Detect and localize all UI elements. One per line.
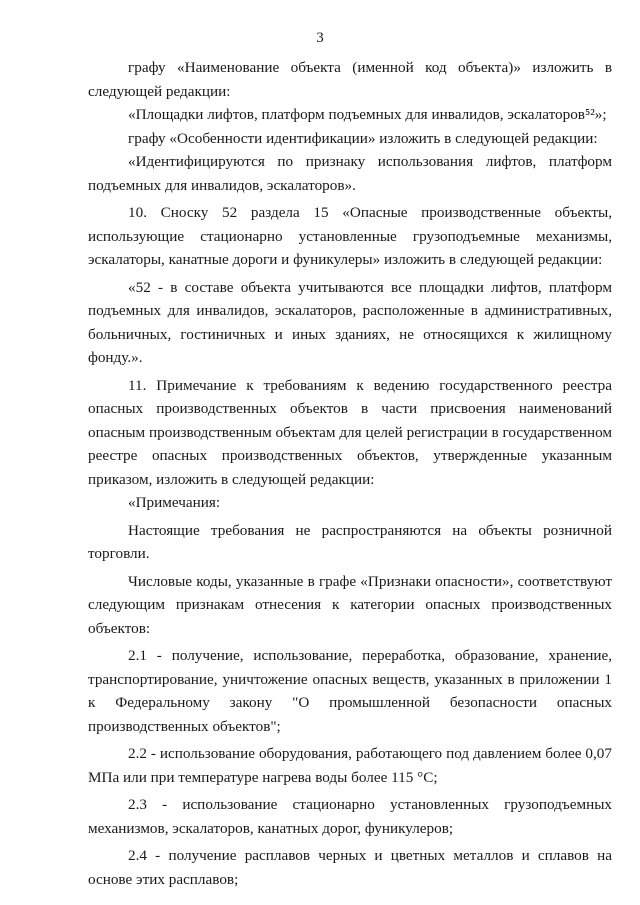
paragraph: 2.4 - получение расплавов черных и цветных металлов и сплавов на основе этих расплавов; xyxy=(88,847,612,888)
page-number: 3 xyxy=(316,30,324,46)
paragraph: 10. Сноску 52 раздела 15 «Опасные производственные объекты, использующие стационарно установленные грузоподъемные механизмы, эскалаторы, канатные дороги и фуникулеры» изложить в следующей редакции: xyxy=(88,204,612,268)
paragraph: «52 - в составе объекта учитываются все площадки лифтов, платформ подъемных для инвалидов, эскалаторов, расположенные в административных, больничных, гостиничных и иных зданиях, не относящихся к жилищному фонду.». xyxy=(88,278,612,366)
paragraph: 2.3 - использование стационарно установленных грузоподъемных механизмов, эскалаторов, канатных дорог, фуникулеров; xyxy=(88,796,612,837)
paragraph: «Примечания: xyxy=(128,494,221,511)
paragraph: 2.2 - использование оборудования, работающего под давлением более 0,07 МПа или при температуре нагрева воды более 115 °С; xyxy=(88,745,612,786)
paragraph: графу «Особенности идентификации» изложить в следующей редакции: xyxy=(128,129,598,147)
paragraph: «Идентифицируются по признаку использования лифтов, платформ подъемных для инвалидов, эскалаторов». xyxy=(88,153,612,194)
paragraph: Настоящие требования не распространяются на объекты розничной торговли. xyxy=(88,521,612,562)
paragraph: 2.1 - получение, использование, переработка, образование, хранение, транспортирование, уничтожение опасных веществ, указанных в приложении 1 к Федеральному закону "О промышленной безопасности опасных производственных объектов"; xyxy=(88,647,612,735)
paragraph: «Площадки лифтов, платформ подъемных для инвалидов, эскалаторов⁵²»; xyxy=(128,106,607,123)
document-body xyxy=(88,56,612,891)
paragraph: Числовые коды, указанные в графе «Признаки опасности», соответствуют следующим признакам отнесения к категории опасных производственных объектов: xyxy=(88,572,612,637)
paragraph: графу «Наименование объекта (именной код объекта)» изложить в следующей редакции: xyxy=(88,59,612,100)
paragraph: 11. Примечание к требованиям к ведению государственного реестра опасных производственных объектов в части присвоения наименований опасным производственным объектам для целей регистрации в государственном реестре опасных производственных объектов, утвержденные указанным приказом, изложить в следующей редакции: xyxy=(88,376,612,488)
